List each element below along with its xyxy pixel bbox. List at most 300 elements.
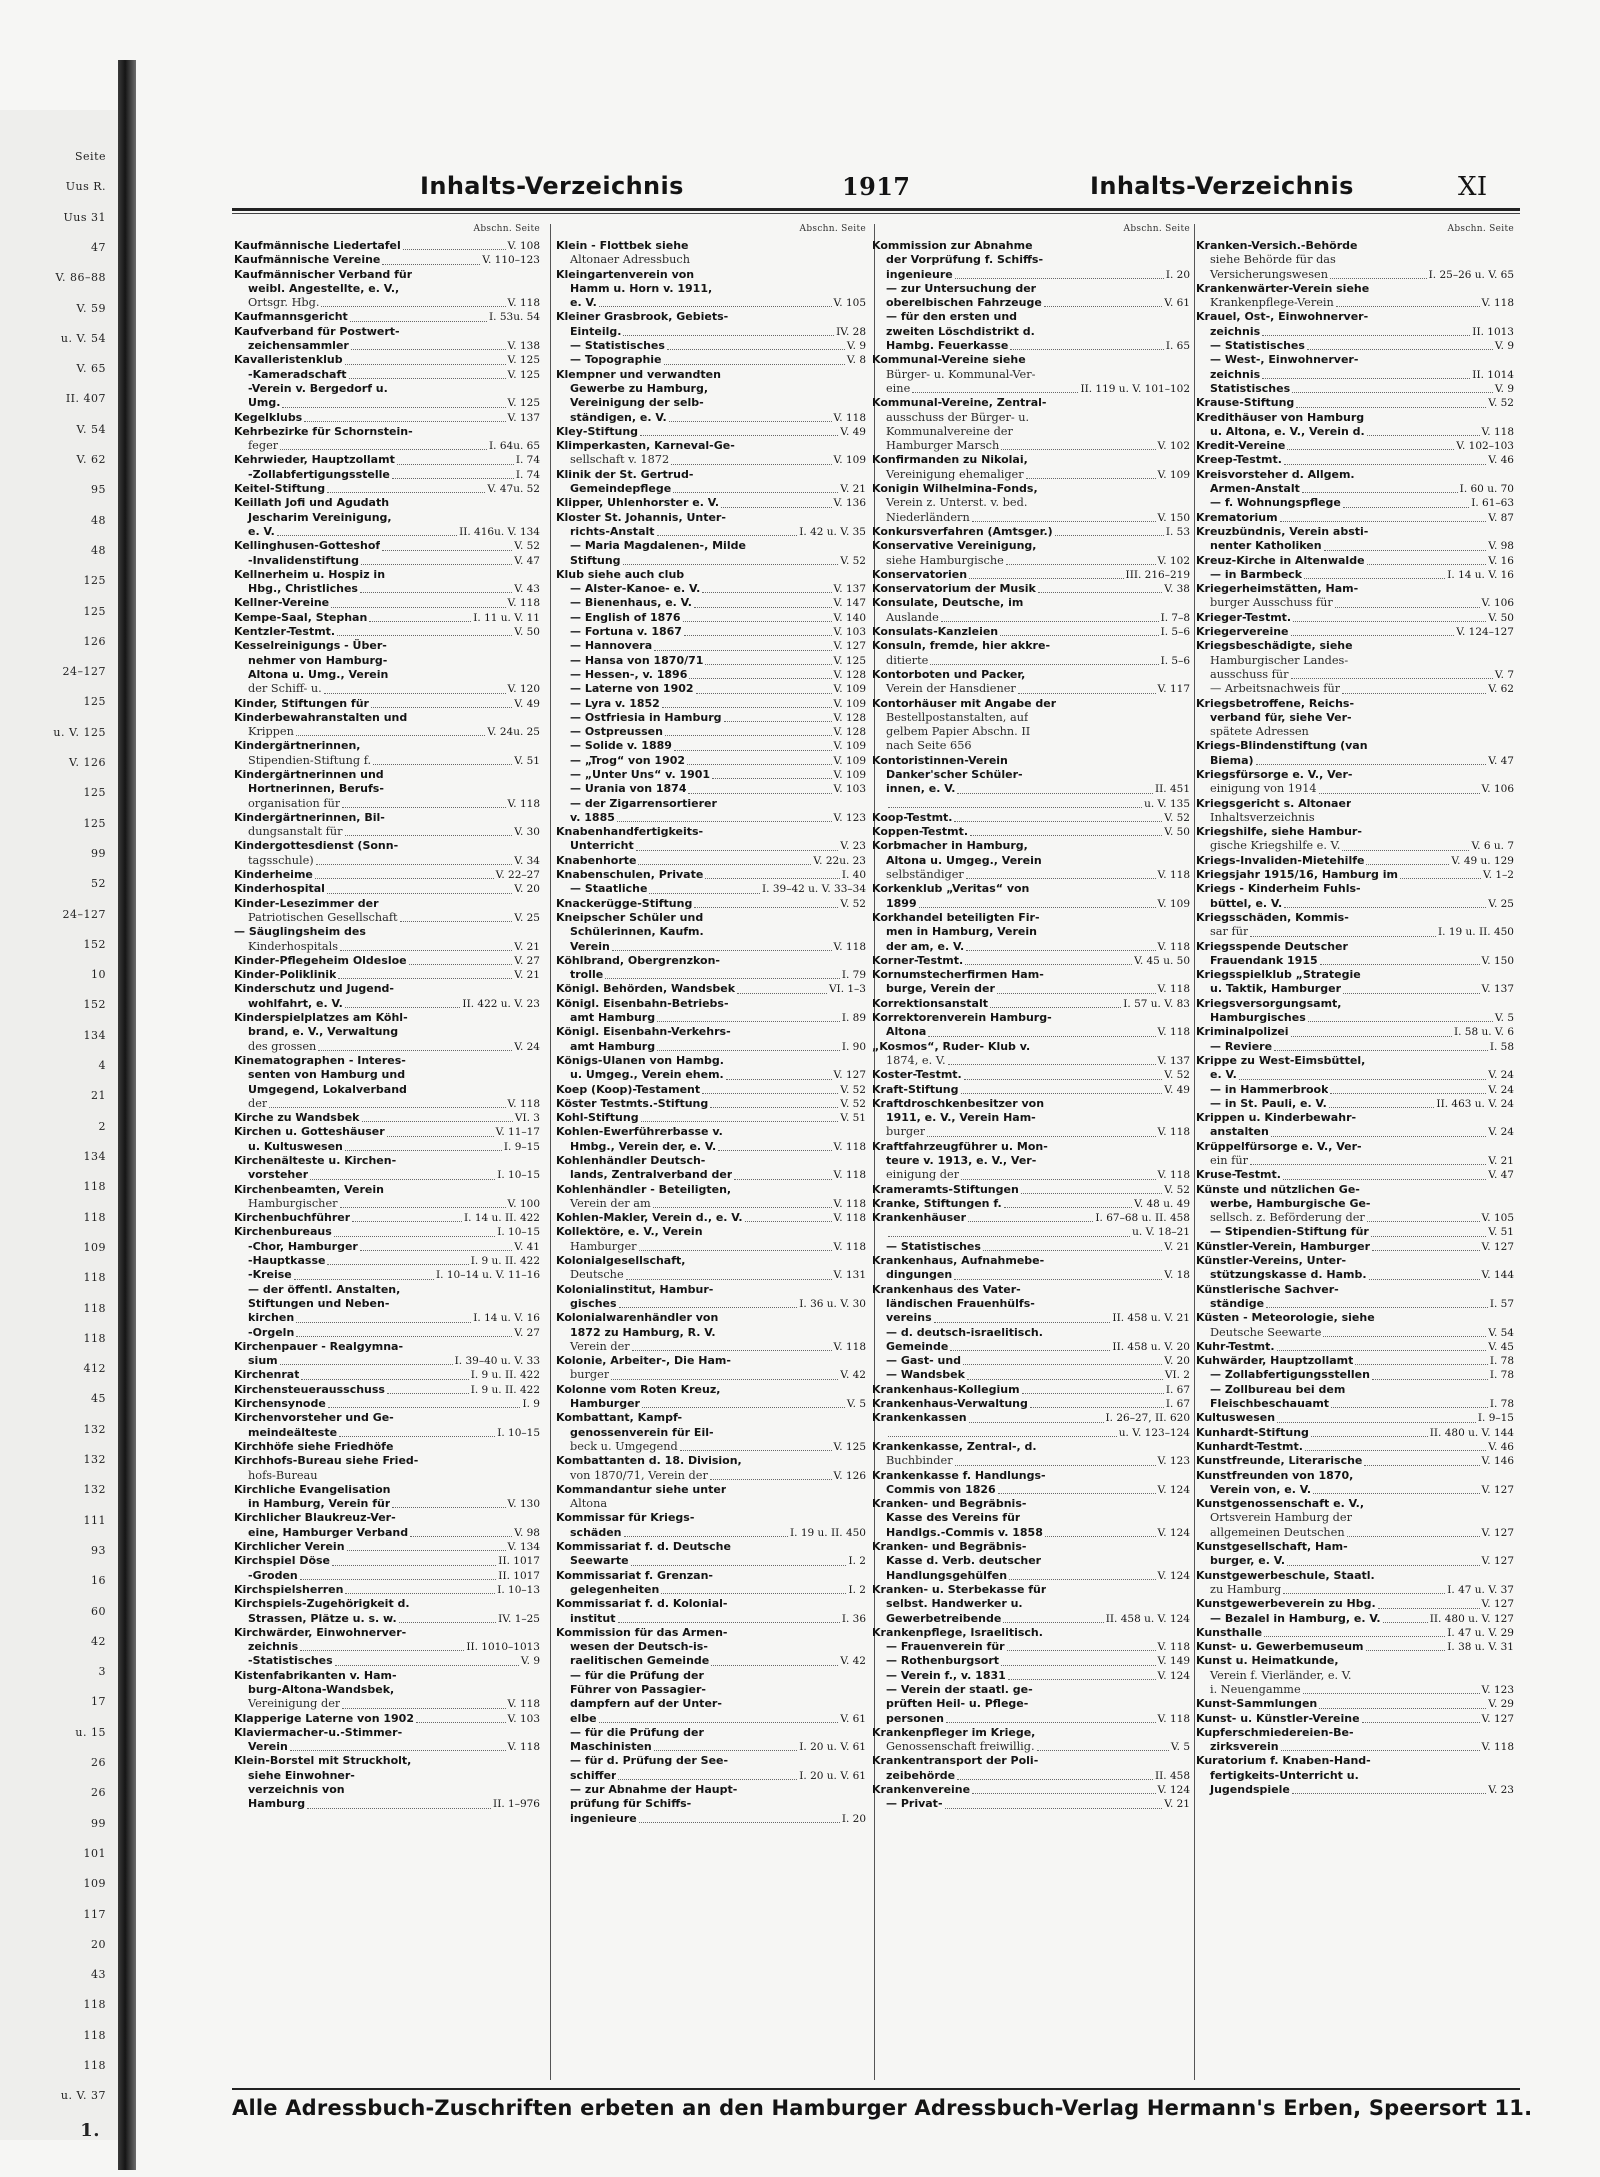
leader-dots [963, 1364, 1162, 1365]
index-entry [872, 1068, 1190, 1082]
entry-text: trolle [570, 968, 604, 982]
entry-text: Kirchenvorsteher und Ge- [234, 1411, 394, 1425]
entry-text: Kegelklubs [234, 410, 303, 424]
entry-text: Krankenkassen [872, 1411, 967, 1425]
index-entry [1196, 511, 1514, 525]
entry-text: — Stipendien-Stiftung für [1210, 1225, 1369, 1239]
footer-notice: Alle Adressbuch-Zuschriften erbeten an den Hamburger Adressbuch-Verlag Hermann's Erben, Speersort 11. [232, 2096, 1533, 2120]
leader-dots [928, 1036, 1155, 1037]
entry-reference: V. 103 [833, 783, 866, 796]
index-entry [234, 568, 540, 582]
leader-dots [1367, 435, 1480, 436]
index-entry [556, 682, 866, 696]
index-entry [1196, 1554, 1514, 1568]
entry-text: Gemeinde [886, 1339, 949, 1353]
entry-reference: V. 105 [1481, 1212, 1514, 1225]
leader-dots [1342, 693, 1486, 694]
entry-text: Kriegsjahr 1915/16, Hamburg im [1196, 868, 1398, 882]
index-entry [872, 296, 1190, 310]
entry-text: -Groden [248, 1568, 298, 1582]
leader-dots [335, 1665, 519, 1666]
index-entry [556, 554, 866, 568]
index-entry [556, 439, 866, 453]
leader-dots [1330, 1093, 1486, 1094]
entry-text: meindeälteste [248, 1425, 338, 1439]
index-entry [556, 1754, 866, 1768]
entry-reference: I. 9 u. II. 422 [470, 1369, 540, 1382]
entry-text: teure v. 1913, e. V., Ver- [886, 1154, 1037, 1167]
index-entry [872, 439, 1190, 453]
leader-dots [352, 1221, 462, 1222]
index-entry [1196, 1225, 1514, 1239]
index-entry [1196, 1726, 1514, 1740]
entry-reference: V. 22–27 [495, 869, 540, 882]
entry-text: Stiftungen und Neben- [248, 1296, 390, 1310]
entry-text: Altona u. Umgeg., Verein [886, 853, 1042, 867]
leader-dots [1277, 1422, 1476, 1423]
index-entry [872, 682, 1190, 696]
entry-text: Klempner und verwandten [556, 367, 721, 381]
entry-text: ausschuss für [1210, 667, 1289, 681]
index-entry [872, 425, 1190, 439]
index-entry [1196, 639, 1514, 653]
entry-text: Verein [570, 939, 610, 953]
entry-text: Hamburgisches [1210, 1011, 1306, 1025]
entry-reference: V. 52 [514, 540, 540, 553]
entry-text: Kunstgesellschaft, Ham- [1196, 1540, 1348, 1554]
leader-dots [1378, 1608, 1480, 1609]
entry-text: Kruse-Testmt. [1196, 1168, 1281, 1182]
entry-text: Krauel, Ost-, Einwohnerver- [1196, 310, 1369, 324]
index-entry [556, 654, 866, 668]
index-entry [234, 782, 540, 796]
index-entry [234, 511, 540, 525]
entry-text: gisches [570, 1296, 617, 1310]
leader-dots [888, 807, 1142, 808]
entry-reference: V. 23 [1488, 1784, 1514, 1797]
index-entry [872, 1111, 1190, 1125]
leader-dots [967, 1379, 1163, 1380]
index-entry [872, 1740, 1190, 1754]
index-entry [1196, 239, 1514, 253]
entry-reference: V. 118 [1157, 1126, 1190, 1139]
entry-text: — Säuglingsheim des [234, 925, 366, 939]
index-entry [234, 1225, 540, 1239]
index-entry [872, 568, 1190, 582]
leader-dots [1283, 1179, 1486, 1180]
entry-reference: I. 9 u. II. 422 [470, 1255, 540, 1268]
leader-dots [673, 492, 838, 493]
entry-text: Köster Testmts.-Stiftung [556, 1096, 709, 1110]
left-page-number: 24–127 [62, 665, 106, 678]
entry-text: Kellner-Vereine [234, 596, 330, 610]
entry-text: Kreuz-Kirche in Altenwalde [1196, 553, 1365, 567]
entry-text: Kunst-Sammlungen [1196, 1697, 1318, 1711]
entry-text: der am, e. V. [886, 939, 965, 953]
entry-reference: V. 42 [840, 1655, 866, 1668]
index-entry [872, 353, 1190, 367]
leader-dots [1343, 993, 1480, 994]
entry-reference: V. 108 [507, 240, 540, 252]
index-entry [872, 482, 1190, 496]
leader-dots [998, 1493, 1156, 1494]
leader-dots [1010, 349, 1163, 350]
entry-text: Kunstfreunde, Literarische [1196, 1454, 1363, 1468]
index-entry [872, 1640, 1190, 1654]
entry-reference: V. 118 [1157, 983, 1190, 996]
entry-text: Kinderspielplatzes am Köhl- [234, 1011, 408, 1025]
index-entry [1196, 668, 1514, 682]
leader-dots [1347, 1536, 1480, 1537]
leader-dots [640, 435, 838, 436]
index-entry [234, 396, 540, 410]
leader-dots [950, 1350, 1110, 1351]
index-entry [234, 1597, 540, 1611]
entry-text: Kley-Stiftung [556, 424, 639, 438]
index-entry [556, 453, 866, 467]
index-entry [234, 1712, 540, 1726]
index-entry [872, 1340, 1190, 1354]
leader-dots [1292, 392, 1493, 393]
index-entry [872, 1654, 1190, 1668]
leader-dots [296, 1336, 512, 1337]
entry-text: Altona [886, 1025, 927, 1039]
entry-reference: V. 118 [1157, 1712, 1190, 1725]
index-entry [1196, 1497, 1514, 1511]
left-page-number: 117 [83, 1908, 106, 1921]
entry-text: Kraft-Stiftung [872, 1082, 959, 1096]
entry-reference: V. 21 [1488, 1155, 1514, 1167]
index-entry [1196, 539, 1514, 553]
index-entry [872, 1268, 1190, 1282]
index-entry [872, 382, 1190, 396]
leader-dots [345, 364, 506, 365]
leader-dots [1006, 564, 1156, 565]
entry-text: lands, Zentralverband der [570, 1168, 733, 1182]
leader-dots [619, 1307, 798, 1308]
entry-text: Stipendien-Stiftung f. [248, 753, 372, 767]
leader-dots [362, 1121, 513, 1122]
entry-text: Stiftung [570, 553, 621, 567]
index-entry [872, 639, 1190, 653]
entry-text: burger [570, 1368, 610, 1382]
entry-text: Kranken- u. Sterbekasse für [872, 1582, 1047, 1596]
leader-dots [972, 1793, 1155, 1794]
entry-reference: V. 21 [514, 969, 540, 982]
leader-dots [300, 1579, 497, 1580]
entry-text: Krankenhäuser [872, 1211, 967, 1225]
leader-dots [888, 1236, 1130, 1237]
index-entry [1196, 1511, 1514, 1525]
entry-reference: V. 50 [514, 626, 540, 639]
header-page-number: XI [1458, 172, 1488, 202]
entry-text: Kaufverband für Postwert- [234, 324, 400, 338]
entry-text: Hamburg [248, 1797, 306, 1811]
index-entry [1196, 1712, 1514, 1726]
entry-reference: V. 125 [833, 1440, 866, 1453]
index-entry [234, 625, 540, 639]
left-page-number: 134 [83, 1029, 106, 1042]
entry-text: Kranken-Versich.-Behörde [1196, 239, 1358, 252]
entry-text: Hamburgischer Landes- [1210, 653, 1349, 667]
leader-dots [277, 535, 457, 536]
entry-text: Verein f. Vierländer, e. V. [1210, 1668, 1352, 1682]
leader-dots [1291, 635, 1455, 636]
leader-dots [623, 564, 839, 565]
leader-dots [689, 678, 831, 679]
index-entry [556, 1640, 866, 1654]
index-entry [872, 525, 1190, 539]
leader-dots [702, 1093, 838, 1094]
entry-reference: II. 458 u. V. 124 [1105, 1612, 1190, 1625]
leader-dots [349, 378, 506, 379]
entry-text: Kupferschmiedereien-Be- [1196, 1725, 1354, 1739]
entry-text: 1872 zu Hamburg, R. V. [570, 1325, 716, 1339]
index-entry [872, 1626, 1190, 1640]
entry-text: Statistisches [1210, 381, 1291, 395]
entry-text: Königs-Ulanen von Hambg. [556, 1053, 724, 1067]
index-entry [1196, 468, 1514, 482]
entry-text: der [248, 1096, 268, 1110]
entry-reference: V. 124 [1157, 1784, 1190, 1797]
index-entry [556, 1054, 866, 1068]
entry-text: Kindergottesdienst (Sonn- [234, 839, 399, 853]
index-entry [234, 1340, 540, 1354]
index-entry [872, 368, 1190, 382]
left-page-number: 60 [91, 1605, 106, 1618]
leader-dots [1287, 1565, 1480, 1566]
index-entry [872, 1597, 1190, 1611]
entry-reference: V. 109 [833, 768, 866, 781]
left-page-number: 125 [83, 817, 106, 830]
index-entry [1196, 1640, 1514, 1654]
entry-text: Ortsgr. Hbg. [248, 296, 320, 310]
leader-dots [1372, 1250, 1479, 1251]
entry-text: siehe Einwohner- [248, 1768, 355, 1782]
index-entry [556, 1097, 866, 1111]
entry-reference: V. 120 [507, 683, 540, 696]
entry-text: elbe [570, 1711, 597, 1725]
index-entry [872, 539, 1190, 553]
index-entry [556, 940, 866, 954]
entry-text: Klein - Flottbek siehe [556, 239, 689, 252]
index-entry [872, 1726, 1190, 1740]
index-entry [556, 1025, 866, 1039]
entry-reference: V. 128 [833, 668, 866, 681]
index-entry [872, 811, 1190, 825]
entry-text: Kredit-Vereine [1196, 439, 1286, 453]
index-entry [1196, 325, 1514, 339]
entry-reference: V. 30 [514, 826, 540, 839]
entry-text: — Frauenverein für [886, 1640, 1005, 1654]
leader-dots [983, 1250, 1162, 1251]
leader-dots [1308, 1021, 1493, 1022]
entry-text: Kolonialgesellschaft, [556, 1254, 686, 1268]
entry-text: Kranke, Stiftungen f. [872, 1196, 1002, 1210]
entry-reference: V. 124 [1157, 1569, 1190, 1582]
entry-text: der Vorprüfung f. Schiffs- [886, 253, 1044, 267]
leader-dots [657, 1021, 840, 1022]
entry-text: -Chor, Hamburger [248, 1239, 358, 1253]
index-entry [1196, 997, 1514, 1011]
index-entry [234, 725, 540, 739]
entry-text: verzeichnis von [248, 1783, 345, 1797]
entry-text: i. Neuengamme [1210, 1682, 1301, 1696]
entry-reference: II. 1–976 [493, 1798, 540, 1811]
entry-text: Kleiner Grasbrook, Gebiets- [556, 310, 729, 324]
leader-dots [1044, 306, 1162, 307]
entry-reference: V. 124–127 [1456, 626, 1514, 639]
entry-reference: V. 118 [833, 1169, 866, 1182]
entry-text: Hambg. Feuerkasse [886, 339, 1009, 353]
entry-text: verband für, siehe Ver- [1210, 710, 1352, 724]
index-entry [1196, 1011, 1514, 1025]
entry-reference: V. 118 [833, 1240, 866, 1253]
index-entry [872, 1125, 1190, 1139]
entry-text: Deutsche [570, 1268, 624, 1282]
entry-reference: II. 480 u. V. 127 [1429, 1612, 1514, 1625]
index-entry [872, 1011, 1190, 1025]
leader-dots [328, 1407, 521, 1408]
entry-text: Kirchlicher Verein [234, 1540, 345, 1554]
index-entry [872, 239, 1190, 253]
entry-text: feger [248, 439, 279, 453]
index-entry [872, 554, 1190, 568]
leader-dots [969, 1422, 1104, 1423]
index-entry [556, 1583, 866, 1597]
entry-text: — Zollbureau bei dem [1210, 1382, 1346, 1396]
leader-dots [1003, 1622, 1103, 1623]
leader-dots [636, 850, 838, 851]
index-entry [872, 1440, 1190, 1454]
leader-dots [338, 978, 512, 979]
leader-dots [304, 421, 505, 422]
index-entry [234, 1440, 540, 1454]
column-header: Abschn. Seite [1447, 224, 1514, 234]
index-entry [1196, 1411, 1514, 1425]
index-entry [234, 1726, 540, 1740]
entry-reference: V. 45 [1488, 1340, 1514, 1353]
entry-text: Kavalleristenklub [234, 353, 343, 367]
index-entry [556, 754, 866, 768]
entry-text: Klub siehe auch club [556, 567, 685, 581]
index-entry [556, 1469, 866, 1483]
left-page-number: u. V. 54 [60, 332, 106, 345]
left-page-number: V. 86–88 [55, 271, 106, 284]
entry-reference: I. 20 [1165, 268, 1190, 281]
entry-reference: I. 20 [841, 1812, 866, 1825]
index-entry [234, 1068, 540, 1082]
entry-reference: V. 134 [507, 1541, 540, 1554]
leader-dots [1001, 1665, 1156, 1666]
entry-reference: V. 118 [507, 297, 540, 310]
entry-text: von 1870/71, Verein der [570, 1468, 708, 1482]
entry-reference: V. 52 [840, 554, 866, 567]
leader-dots [1004, 1207, 1132, 1208]
entry-text: wohlfahrt, e. V. [248, 996, 343, 1010]
left-page-number: 17 [91, 1695, 106, 1708]
entry-text: — Maria Magdalenen-, Milde [570, 539, 746, 553]
entry-text: dingungen [886, 1268, 953, 1282]
entry-text: — Privat- [886, 1797, 943, 1811]
entry-reference: V. 102 [1157, 554, 1190, 567]
entry-text: Kunstgenossenschaft e. V., [1196, 1497, 1365, 1511]
entry-text: Kneipscher Schüler und [556, 910, 704, 924]
entry-text: Kredithäuser von Hamburg [1196, 410, 1365, 424]
index-entry [1196, 1426, 1514, 1440]
index-entry [872, 325, 1190, 339]
index-column-2 [556, 224, 866, 2080]
entry-reference: V. 118 [833, 1140, 866, 1153]
entry-text: Krieger-Testmt. [1196, 610, 1292, 624]
leader-dots [1280, 521, 1487, 522]
entry-reference: II. 480 u. V. 144 [1429, 1426, 1514, 1439]
index-entry [1196, 482, 1514, 496]
entry-text: des grossen [248, 1039, 317, 1053]
index-entry [872, 882, 1190, 896]
entry-reference: V. 131 [833, 1269, 866, 1282]
index-entry [872, 1054, 1190, 1068]
leader-dots [970, 835, 1162, 836]
index-entry [234, 525, 540, 539]
entry-text: Hamburger [570, 1397, 640, 1411]
entry-text: Gewerbe zu Hamburg, [570, 381, 709, 395]
entry-reference: I. 67 [1165, 1383, 1190, 1396]
index-entry [872, 282, 1190, 296]
entry-reference: V. 8 [846, 354, 866, 367]
entry-reference: II. 463 u. V. 24 [1436, 1097, 1514, 1110]
leader-dots [345, 1007, 461, 1008]
leader-dots [392, 1507, 505, 1508]
leader-dots [1026, 478, 1156, 479]
index-entry [872, 1168, 1190, 1182]
entry-text: eine, Hamburger Verband [248, 1525, 409, 1539]
index-entry [234, 239, 540, 253]
leader-dots [930, 664, 1158, 665]
entry-text: Kindergärtnerinnen, [234, 739, 361, 753]
entry-text: zirksverein [1210, 1740, 1279, 1754]
leader-dots [373, 764, 512, 765]
entry-reference: V. 118 [1157, 1026, 1190, 1039]
index-entry [556, 1011, 866, 1025]
index-entry [556, 282, 866, 296]
index-entry [556, 882, 866, 896]
leader-dots [674, 750, 832, 751]
entry-text: ständigen, e. V. [570, 410, 667, 424]
index-entry [556, 382, 866, 396]
column-header: Abschn. Seite [799, 224, 866, 234]
entry-reference: V. 150 [1157, 511, 1190, 524]
entry-text: Hortnerinnen, Berufs- [248, 782, 384, 796]
entry-text: Verein der [570, 1339, 630, 1353]
index-entry [1196, 1740, 1514, 1754]
index-entry [556, 1554, 866, 1568]
leader-dots [912, 392, 1078, 393]
index-entry [872, 253, 1190, 267]
index-entry [556, 1397, 866, 1411]
entry-text: Königl. Eisenbahn-Betriebs- [556, 996, 729, 1010]
index-entry [234, 1740, 540, 1754]
entry-text: e. V. [570, 296, 597, 310]
entry-text: kirchen [248, 1311, 295, 1325]
entry-text: 1899 [886, 896, 917, 910]
left-page-number: V. 54 [76, 423, 106, 436]
index-entry [556, 711, 866, 725]
index-entry [872, 411, 1190, 425]
index-entry [556, 697, 866, 711]
index-entry [234, 1669, 540, 1683]
index-entry [1196, 1697, 1514, 1711]
